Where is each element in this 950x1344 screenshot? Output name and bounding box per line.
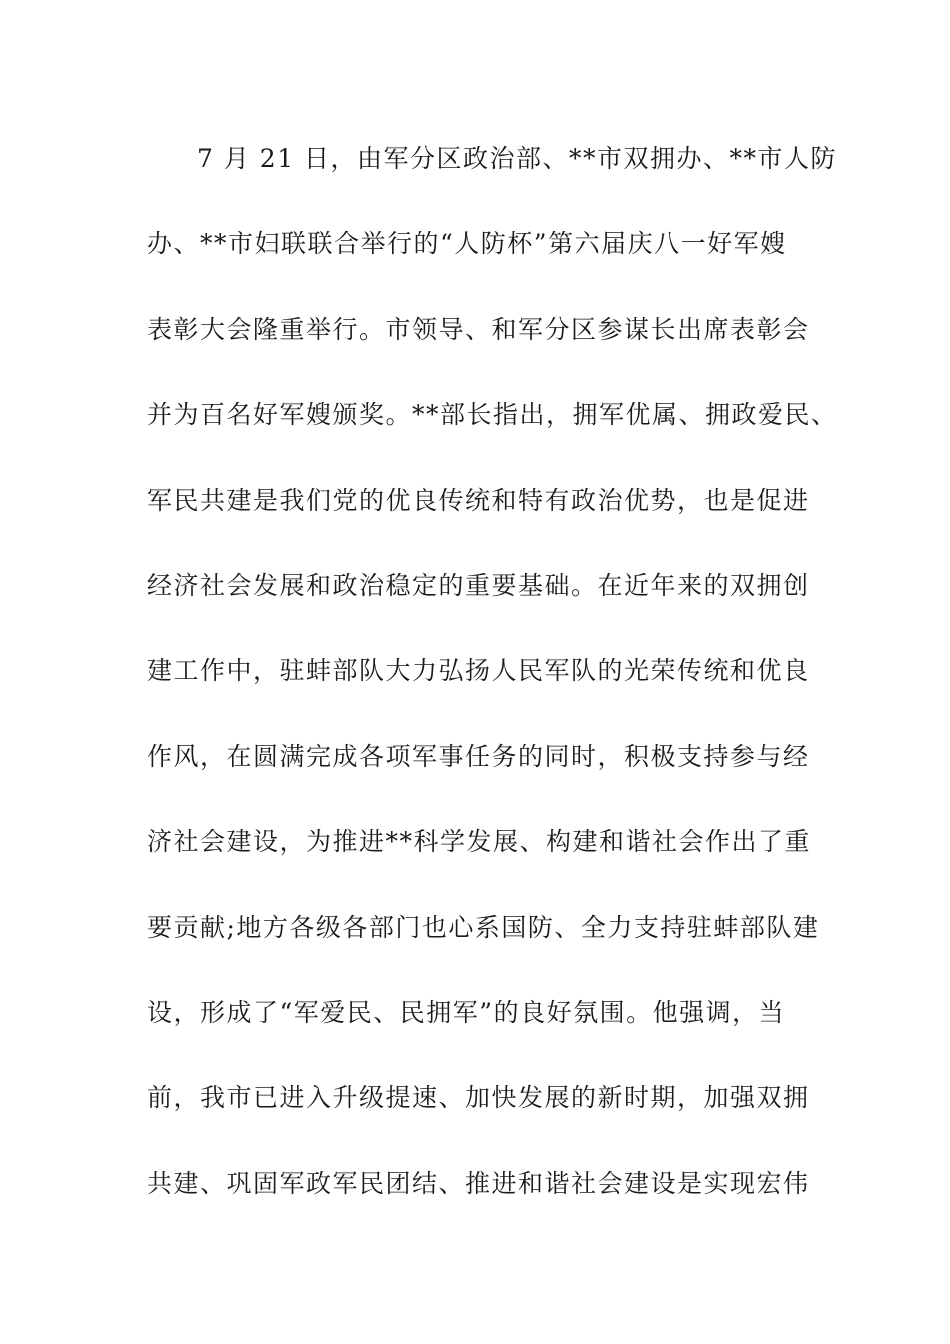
- text-line: 经济社会发展和政治稳定的重要基础。在近年来的双拥创: [147, 570, 810, 600]
- text-line: 前，我市已进入升级提速、加快发展的新时期，加强双拥: [147, 1083, 810, 1113]
- text-line: 共建、巩固军政军民团结、推进和谐社会建设是实现宏伟: [147, 1168, 810, 1198]
- text-line: 并为百名好军嫂颁奖。**部长指出，拥军优属、拥政爱民、: [147, 400, 838, 430]
- body-paragraph: [147, 136, 847, 1246]
- text-line: 7 月 21 日，由军分区政治部、**市双拥办、**市人防: [197, 144, 838, 173]
- text-line: 设，形成了“军爱民、民拥军”的良好氛围。他强调，当: [147, 997, 786, 1027]
- text-line: 要贡献;地方各级各部门也心系国防、全力支持驻蚌部队建: [147, 912, 820, 942]
- text-line: 建工作中，驻蚌部队大力弘扬人民军队的光荣传统和优良: [147, 656, 810, 686]
- text-line: 办、**市妇联联合举行的“人防杯”第六届庆八一好军嫂: [147, 229, 787, 259]
- text-line: 作风，在圆满完成各项军事任务的同时，积极支持参与经: [147, 741, 810, 771]
- text-line: 济社会建设，为推进**科学发展、构建和谐社会作出了重: [147, 827, 812, 857]
- text-line: 军民共建是我们党的优良传统和特有政治优势，也是促进: [147, 485, 810, 515]
- text-line: 表彰大会隆重举行。市领导、和军分区参谋长出席表彰会: [147, 314, 810, 344]
